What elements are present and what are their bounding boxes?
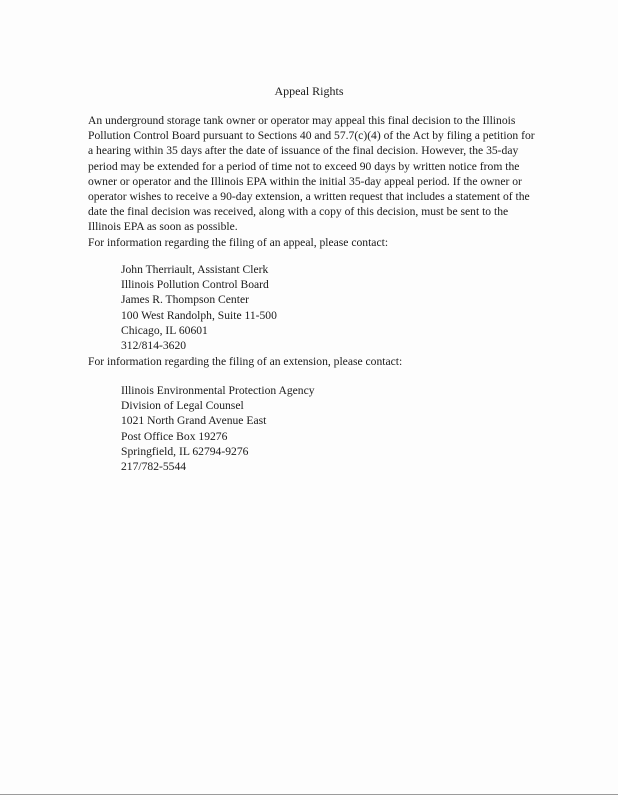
paragraph-line: An underground storage tank owner or operator may appeal this final decision to the Illinois (88, 114, 516, 127)
address-line: Springfield, IL 62794-9276 (121, 444, 249, 458)
appeal-contact-intro-text: For information regarding the filing of an appeal, please contact: (88, 236, 389, 249)
address-line: 100 West Randolph, Suite 11-500 (121, 308, 277, 322)
address-line: 312/814-3620 (121, 339, 187, 353)
document-title: Appeal Rights (274, 84, 344, 98)
appeal-rights-paragraph (88, 113, 550, 235)
paragraph-line: date the final decision was received, along with a copy of this decision, must be sent to the (88, 205, 509, 219)
extension-contact-intro-text: For information regarding the filing of an extension, please contact: (88, 355, 403, 368)
address-line: Chicago, IL 60601 (121, 323, 208, 337)
paragraph-line: period may be extended for a period of time not to exceed 90 days by written notice from the (88, 159, 520, 173)
paragraph-line: Illinois EPA as soon as possible. (88, 220, 238, 234)
extension-contact-intro (88, 354, 550, 369)
paragraph-line: operator wishes to receive a 90-day extension, a written request that includes a statement of the (88, 190, 530, 204)
address-line: Post Office Box 19276 (121, 429, 228, 443)
address-line: Illinois Pollution Control Board (121, 278, 269, 292)
paragraph-line: Pollution Control Board pursuant to Sections 40 and 57.7(c)(4) of the Act by filing a petition for (88, 129, 535, 143)
address-line: 217/782-5544 (121, 460, 187, 474)
address-line: James R. Thompson Center (121, 293, 249, 307)
paragraph-line: a hearing within 35 days after the date of issuance of the final decision. However, the 35-day (88, 144, 519, 158)
paragraph-line: owner or operator and the Illinois EPA within the initial 35-day appeal period. If the owner or (88, 174, 522, 188)
appeal-contact-intro (88, 235, 550, 250)
address-line: Division of Legal Counsel (121, 399, 244, 413)
page-bottom-edge-line (0, 794, 618, 795)
extension-contact-address (121, 383, 315, 474)
appeal-contact-address (121, 262, 277, 353)
address-line: John Therriault, Assistant Clerk (121, 263, 269, 276)
address-line: Illinois Environmental Protection Agency (121, 384, 315, 397)
address-line: 1021 North Grand Avenue East (121, 414, 267, 428)
